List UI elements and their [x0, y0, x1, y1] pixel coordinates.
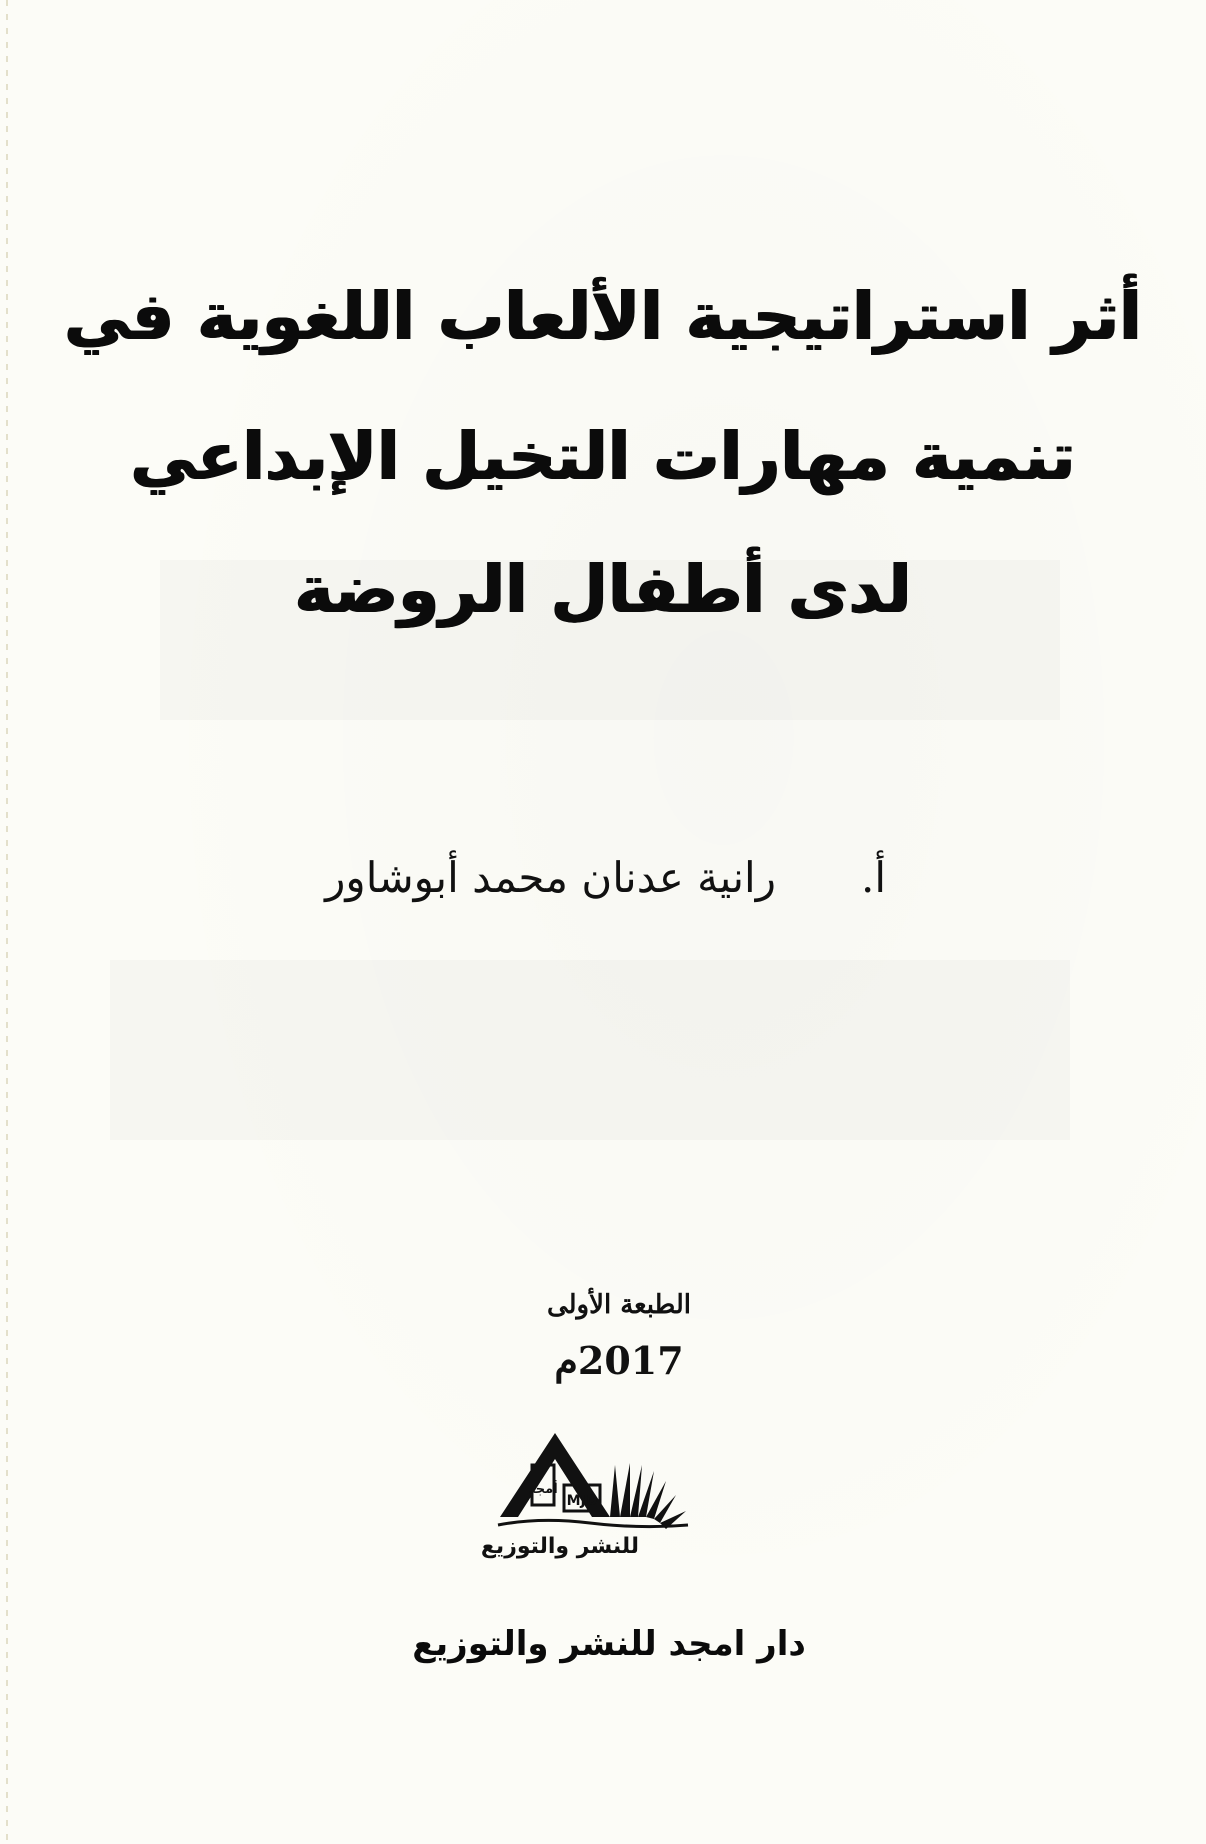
book-title-line-3: لدى أطفال الروضة	[294, 551, 912, 628]
logo-text-bottom: للنشر والتوزيع	[480, 1534, 640, 1559]
book-title-line-2: تنمية مهارات التخيل الإبداعي	[130, 418, 1076, 495]
edition-year	[0, 1335, 1206, 1387]
author-prefix: أ.	[860, 853, 886, 902]
logo-text-latin: MJD	[566, 1493, 598, 1509]
publisher-name	[0, 1618, 1206, 1670]
logo-text-top: أمجد	[528, 1482, 558, 1497]
author-name: رانية عدنان محمد أبوشاور	[325, 853, 776, 902]
book-title-line-1: أثر استراتيجية الألعاب اللغوية في	[64, 278, 1142, 355]
bleed-through-shading	[110, 960, 1070, 1140]
publisher-logo-icon	[480, 1425, 700, 1575]
year-text: 2017م	[554, 1338, 684, 1383]
edition-text: الطبعة الأولى	[546, 1290, 692, 1320]
edition-label	[0, 1285, 1206, 1325]
publisher-text: دار امجد للنشر والتوزيع	[412, 1624, 806, 1664]
